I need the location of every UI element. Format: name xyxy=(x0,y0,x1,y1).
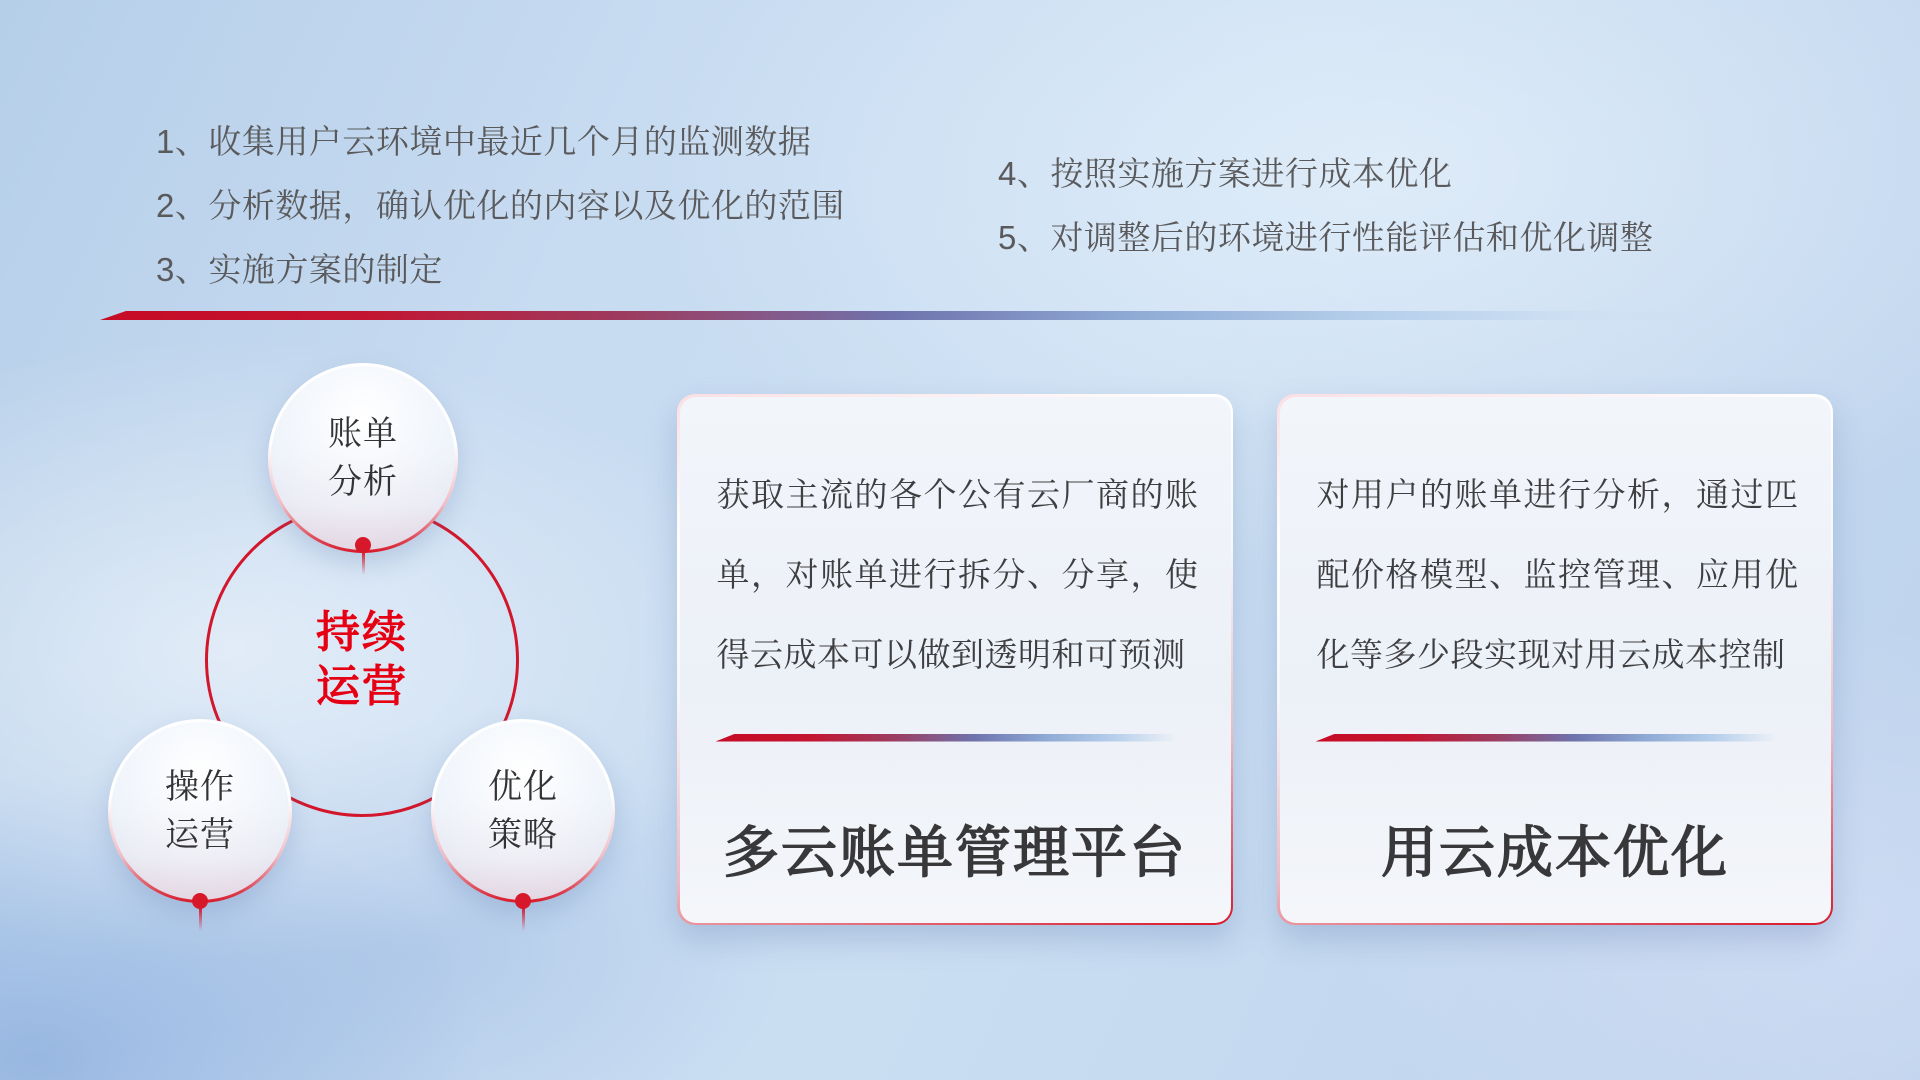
node-label-line2: 策略 xyxy=(488,816,558,854)
node-optimize-strategy xyxy=(431,719,615,903)
card-title: 多云账单管理平台 xyxy=(723,820,1187,884)
node-label xyxy=(111,722,289,900)
node-label xyxy=(434,722,612,900)
cycle-center-line1: 持续 xyxy=(316,608,408,657)
process-step: 5、对调整后的环境进行性能评估和优化调整 xyxy=(998,219,1654,256)
node-bill-analysis xyxy=(268,363,458,553)
connector-dot xyxy=(515,893,531,909)
card-multicloud-billing xyxy=(677,394,1233,925)
cycle-center-label xyxy=(205,606,519,714)
card-body-text: 获取主流的各个公有云厂商的账单，对账单进行拆分、分享，使得云成本可以做到透明和可预测 xyxy=(716,475,1199,673)
process-step: 3、实施方案的制定 xyxy=(156,251,443,288)
cycle-center-line2: 运营 xyxy=(316,662,408,711)
card-body-text: 对用户的账单进行分析，通过匹配价格模型、监控管理、应用优化等多少段实现对用云成本控制 xyxy=(1316,475,1799,673)
node-label-line1: 优化 xyxy=(488,768,558,806)
card-divider-line xyxy=(716,734,1186,742)
process-steps-right xyxy=(998,142,1653,270)
node-label-line1: 操作 xyxy=(165,768,235,806)
process-step: 4、按照实施方案进行成本优化 xyxy=(998,155,1453,192)
connector-dot xyxy=(192,893,208,909)
node-operation xyxy=(108,719,292,903)
node-label-line1: 账单 xyxy=(328,415,398,453)
card-cost-optimization xyxy=(1277,394,1833,925)
node-label-line2: 分析 xyxy=(328,463,398,501)
process-step: 2、分析数据，确认优化的内容以及优化的范围 xyxy=(156,187,845,224)
card-divider-line xyxy=(1316,734,1786,742)
card-surface xyxy=(680,397,1231,923)
header-divider-line xyxy=(100,311,1755,320)
connector-dot xyxy=(355,537,371,553)
card-title: 用云成本优化 xyxy=(1381,820,1729,884)
node-label-line2: 运营 xyxy=(165,816,235,854)
node-label xyxy=(271,366,455,550)
process-steps-left xyxy=(156,110,845,302)
process-step: 1、收集用户云环境中最近几个月的监测数据 xyxy=(156,123,812,160)
card-surface xyxy=(1280,397,1831,923)
